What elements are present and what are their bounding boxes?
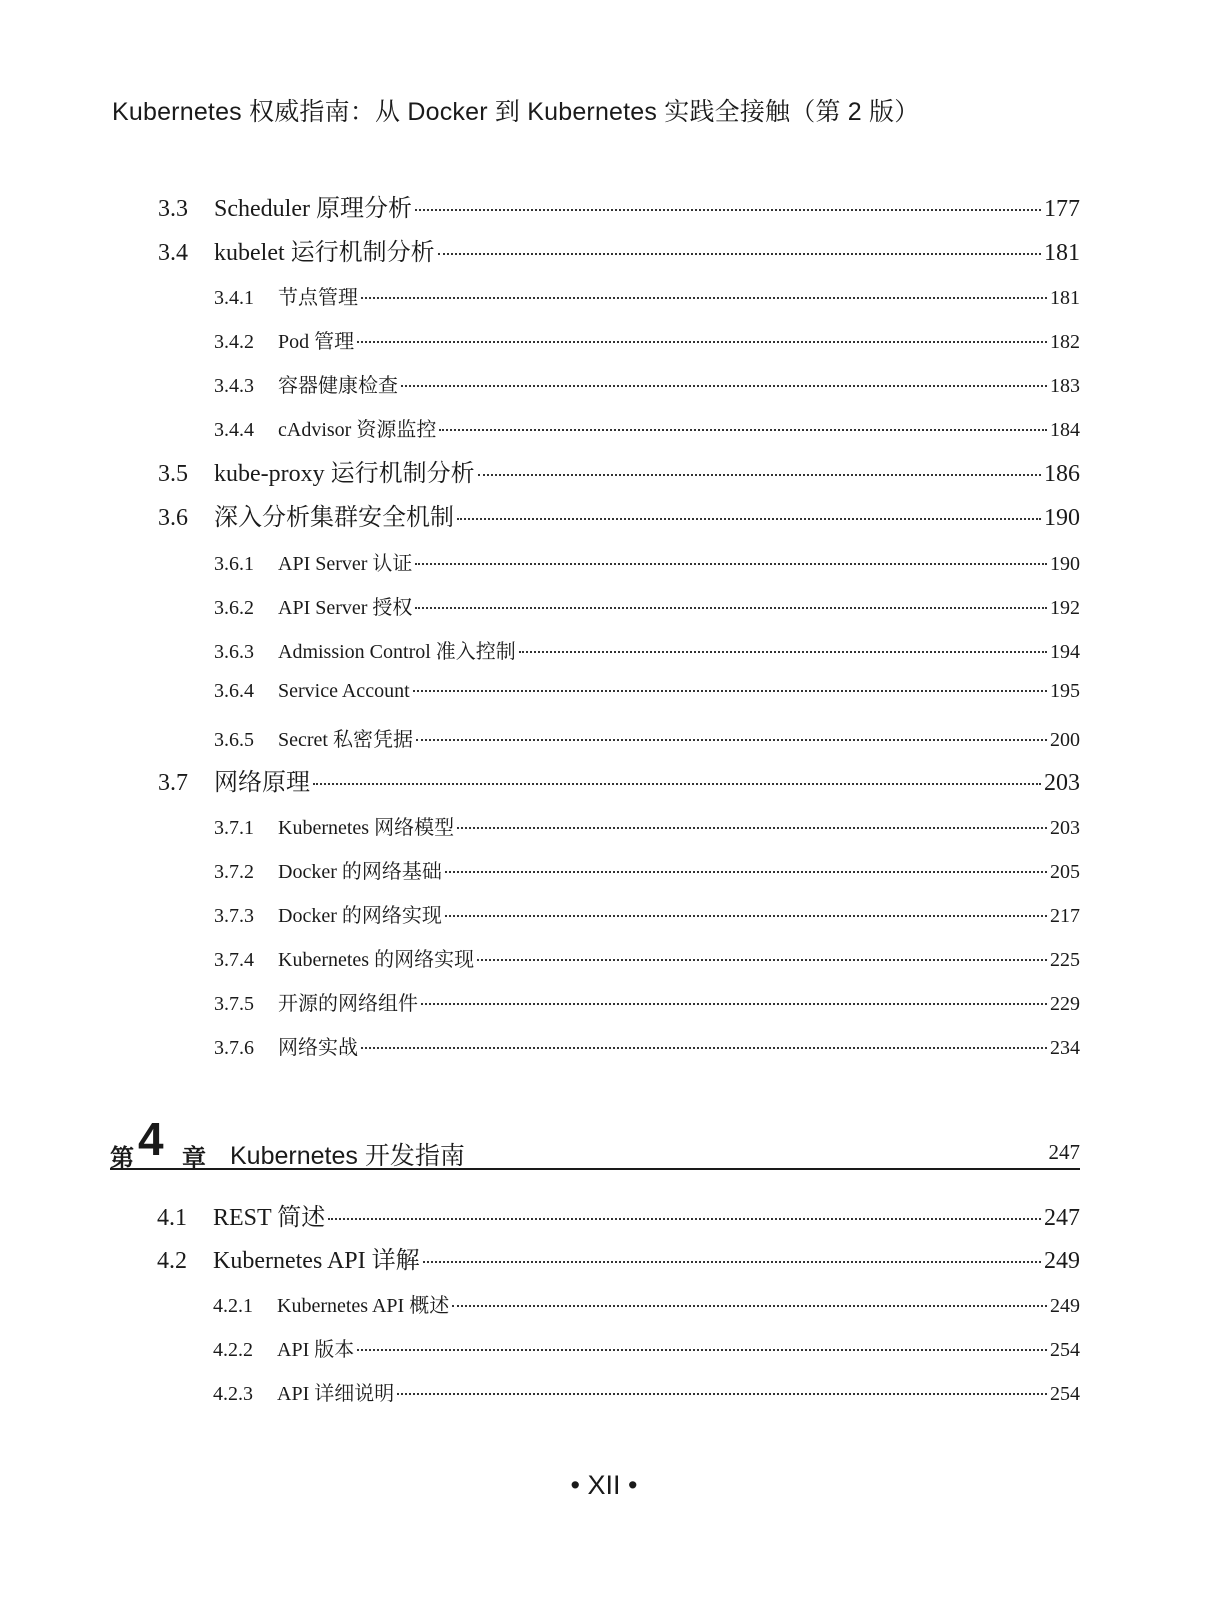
toc-entry-title: API 详细说明 [277,1383,395,1405]
toc-leader-dots [361,297,1047,299]
toc-subentry [214,591,1080,620]
toc-entry-page: 186 [1044,461,1080,487]
chapter-number: 4 [138,1113,164,1165]
toc-entry-number: 3.6.2 [214,597,254,619]
toc-subentry [214,899,1080,928]
toc-entry-page: 177 [1044,196,1080,222]
toc-subentry [214,943,1080,972]
toc-entry-title: API 版本 [277,1339,355,1361]
toc-entry-page: 203 [1050,817,1080,839]
toc-entry-number: 3.7 [158,770,188,796]
toc-entry [158,497,1080,532]
toc-entry-number: 3.7.4 [214,949,254,971]
toc-entry-number: 3.5 [158,461,188,487]
page-number-footer: • XII • [570,1470,638,1500]
toc-entry-number: 3.4.2 [214,331,254,353]
toc-entry-title: Pod 管理 [278,331,355,353]
toc-leader-dots [477,959,1047,961]
toc-subentry [213,1333,1080,1362]
toc-entry-number: 4.2.3 [213,1383,253,1405]
toc-entry-page: 194 [1050,641,1080,663]
toc-entry-title: API Server 认证 [278,553,413,575]
toc-entry-title: Secret 私密凭据 [278,729,413,751]
toc-leader-dots [415,607,1047,609]
toc-entry-title: Scheduler 原理分析 [214,196,412,222]
toc-leader-dots [361,1047,1047,1049]
toc-leader-dots [439,429,1047,431]
toc-entry-number: 3.7.1 [214,817,254,839]
toc-entry-title: 深入分析集群安全机制 [214,505,454,531]
toc-subentry [214,987,1080,1016]
toc-entry-page: 195 [1050,680,1080,702]
toc-entry-number: 3.4 [158,240,188,266]
toc-entry-number: 3.6.3 [214,641,254,663]
toc-entry-number: 3.4.1 [214,287,254,309]
toc-entry [157,1197,1080,1232]
toc-leader-dots [445,871,1047,873]
toc-leader-dots [397,1393,1047,1395]
toc-entry-number: 4.1 [157,1205,187,1231]
toc-entry-page: 225 [1050,949,1080,971]
toc-leader-dots [328,1218,1041,1220]
chapter-page: 247 [1048,1140,1080,1164]
toc-entry-page: 184 [1050,419,1080,441]
toc-leader-dots [452,1305,1047,1307]
toc-leader-dots [313,783,1041,785]
toc-leader-dots [416,739,1047,741]
toc-subentry [214,413,1080,442]
toc-entry-title: Admission Control 准入控制 [278,641,516,663]
toc-entry [158,232,1080,267]
toc-leader-dots [457,827,1047,829]
toc-entry-title: 网络实战 [278,1037,358,1059]
toc-entry-page: 192 [1050,597,1080,619]
toc-entry-number: 3.6 [158,505,188,531]
toc-entry-title: kube-proxy 运行机制分析 [214,461,475,487]
toc-subentry [214,855,1080,884]
toc-subentry [214,369,1080,398]
toc-entry-title: 开源的网络组件 [278,993,418,1015]
toc-leader-dots [415,209,1041,211]
toc-entry-page: 249 [1050,1295,1080,1317]
toc-entry-number: 4.2.1 [213,1295,253,1317]
toc-entry-title: REST 简述 [213,1205,326,1231]
chapter-heading [110,1113,1080,1172]
toc-entry-title: 容器健康检查 [278,375,398,397]
toc-entry-page: 205 [1050,861,1080,883]
toc-leader-dots [357,341,1047,343]
toc-entry-page: 247 [1044,1205,1080,1231]
toc-subentry [214,723,1080,752]
toc-entry-page: 254 [1050,1383,1080,1405]
toc-subentry [214,680,1080,703]
toc-entry-number: 3.7.2 [214,861,254,883]
toc-entry-number: 3.4.3 [214,375,254,397]
toc-subentry [214,1031,1080,1060]
toc-entry-number: 4.2 [157,1248,187,1274]
toc-entry-page: 217 [1050,905,1080,927]
toc-entry-title: kubelet 运行机制分析 [214,240,435,266]
toc-entry-title: Kubernetes 网络模型 [278,817,455,839]
toc-entry-title: Docker 的网络基础 [278,861,442,883]
toc-entry-page: 203 [1044,770,1080,796]
toc-entry-number: 3.6.5 [214,729,254,751]
toc-leader-dots [413,690,1047,692]
toc-subentry [214,547,1080,576]
toc-entry-title: 网络原理 [214,770,310,796]
toc-entry-page: 234 [1050,1037,1080,1059]
toc-entry [158,453,1080,488]
chapter-title: Kubernetes 开发指南 [230,1142,465,1170]
toc-leader-dots [457,518,1041,520]
toc-entry-page: 190 [1050,553,1080,575]
toc-entry-number: 3.4.4 [214,419,254,441]
chapter-prefix: 第 [110,1145,134,1172]
toc-subentry [214,281,1080,310]
toc-leader-dots [478,474,1041,476]
toc-subentry [214,811,1080,840]
toc-entry-title: Service Account [278,680,410,702]
toc-subentry [214,635,1080,664]
toc-entry-number: 3.6.4 [214,680,254,702]
toc-entry-page: 183 [1050,375,1080,397]
toc-entry-page: 181 [1050,287,1080,309]
toc-entry-title: Kubernetes API 概述 [277,1295,450,1317]
toc-entry-page: 182 [1050,331,1080,353]
toc-entry-page: 254 [1050,1339,1080,1361]
toc-leader-dots [519,651,1047,653]
toc-entry-number: 3.3 [158,196,188,222]
toc-entry [158,188,1080,223]
toc-entry-page: 249 [1044,1248,1080,1274]
toc-leader-dots [401,385,1047,387]
toc-leader-dots [415,563,1047,565]
toc-entry-title: cAdvisor 资源监控 [278,419,437,441]
toc-leader-dots [421,1003,1047,1005]
toc-entry-title: Docker 的网络实现 [278,905,442,927]
toc-entry [157,1240,1080,1275]
toc-entry-number: 3.7.5 [214,993,254,1015]
toc-entry-title: 节点管理 [278,287,358,309]
toc-leader-dots [438,253,1041,255]
toc-entry-page: 190 [1044,505,1080,531]
toc-entry-page: 181 [1044,240,1080,266]
toc-subentry [213,1377,1080,1406]
toc-entry-title: API Server 授权 [278,597,413,619]
toc-entry-number: 4.2.2 [213,1339,253,1361]
toc-entry-page: 229 [1050,993,1080,1015]
chapter-suffix: 章 [182,1145,206,1172]
toc-entry-number: 3.7.6 [214,1037,254,1059]
toc-leader-dots [423,1261,1041,1263]
toc-subentry [214,325,1080,354]
toc-entry-number: 3.6.1 [214,553,254,575]
toc-leader-dots [445,915,1047,917]
toc-subentry [213,1289,1080,1318]
toc-entry-page: 200 [1050,729,1080,751]
toc-leader-dots [357,1349,1047,1351]
toc-entry-title: Kubernetes 的网络实现 [278,949,475,971]
running-header: Kubernetes 权威指南：从 Docker 到 Kubernetes 实践全接触（第 2 版） [112,98,920,126]
toc-entry [158,762,1080,797]
toc-entry-title: Kubernetes API 详解 [213,1248,420,1274]
toc-entry-number: 3.7.3 [214,905,254,927]
